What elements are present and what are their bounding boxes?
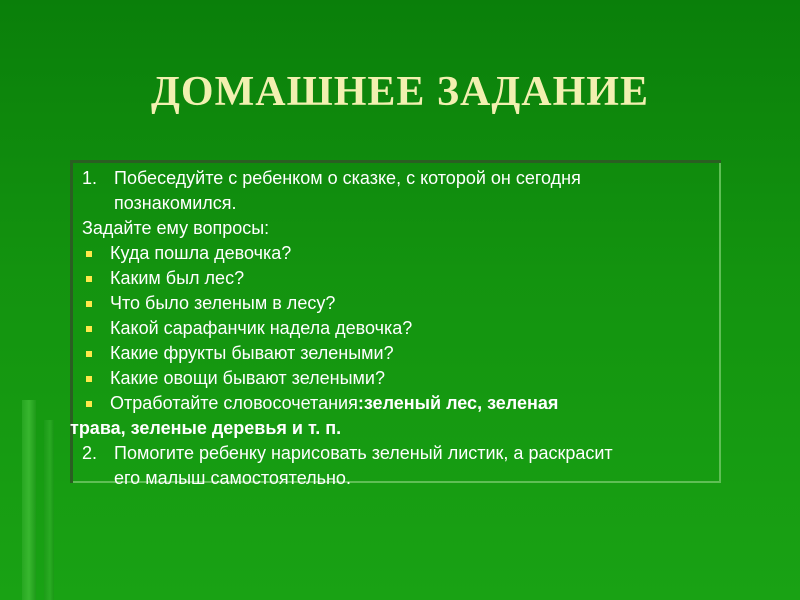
slide-content bbox=[70, 166, 762, 491]
bullet-square-icon bbox=[86, 276, 92, 282]
practice-phrases-continued: трава, зеленые деревья и т. п. bbox=[70, 418, 342, 438]
decorative-stripe bbox=[44, 420, 54, 600]
bullet-square-icon bbox=[86, 301, 92, 307]
list-item bbox=[82, 341, 762, 366]
bullet-square-icon bbox=[86, 251, 92, 257]
list-item-text: Какие овощи бывают зелеными? bbox=[110, 368, 385, 388]
practice-prefix: Отработайте словосочетания bbox=[110, 393, 358, 413]
list-item bbox=[82, 366, 762, 391]
list-item bbox=[82, 241, 762, 266]
bullet-square-icon bbox=[86, 401, 92, 407]
item-text: Побеседуйте с ребенком о сказке, с которой он сегодня bbox=[114, 168, 581, 188]
list-item-text: Какие фрукты бывают зелеными? bbox=[110, 343, 394, 363]
list-item bbox=[82, 291, 762, 316]
item-text-continued: его малыш самостоятельно. bbox=[114, 468, 351, 488]
practice-phrases: зеленый лес, зеленая bbox=[363, 393, 559, 413]
questions-intro: Задайте ему вопросы: bbox=[82, 218, 270, 238]
list-item-practice bbox=[82, 391, 762, 416]
list-item-text: Что было зеленым в лесу? bbox=[110, 293, 336, 313]
slide-title: ДОМАШНЕЕ ЗАДАНИЕ bbox=[151, 69, 649, 115]
item-text-continued: познакомился. bbox=[114, 193, 237, 213]
item-number: 2. bbox=[82, 443, 98, 463]
bullet-square-icon bbox=[86, 376, 92, 382]
list-item-text: Каким был лес? bbox=[110, 268, 245, 288]
decorative-stripe bbox=[22, 400, 36, 600]
list-item-text: Куда пошла девочка? bbox=[110, 243, 292, 263]
numbered-item-1 bbox=[82, 166, 762, 216]
list-item bbox=[82, 266, 762, 291]
bullet-square-icon bbox=[86, 326, 92, 332]
item-text: Помогите ребенку нарисовать зеленый листик, а раскрасит bbox=[114, 443, 613, 463]
list-item bbox=[82, 316, 762, 341]
list-item-text: Какой сарафанчик надела девочка? bbox=[110, 318, 413, 338]
item-number: 1. bbox=[82, 168, 98, 188]
bullet-square-icon bbox=[86, 351, 92, 357]
numbered-item-2 bbox=[82, 441, 762, 491]
practice-colon: : bbox=[357, 393, 364, 413]
